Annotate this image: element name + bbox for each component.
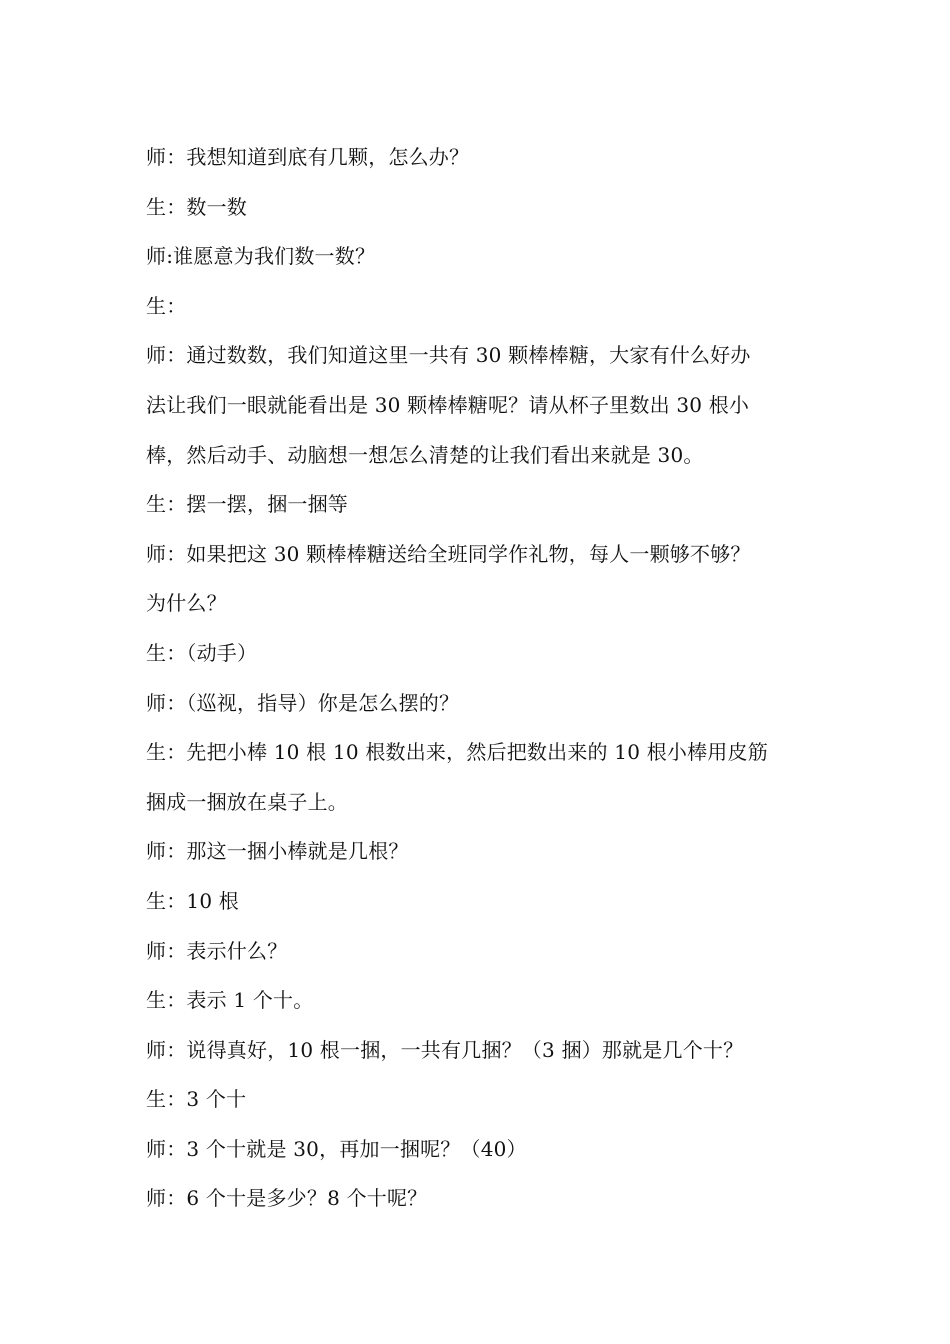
text-line: 生：3 个十 bbox=[146, 1087, 247, 1112]
text-line: 生：摆一摆，捆一捆等 bbox=[146, 492, 348, 517]
text-line: 生：（动手） bbox=[146, 640, 258, 665]
text-line: 生： bbox=[146, 293, 187, 318]
text-line: 生：10 根 bbox=[146, 888, 240, 913]
text-line: 师:谁愿意为我们数一数？ bbox=[146, 244, 376, 269]
text-line: 师：如果把这 30 颗棒棒糖送给全班同学作礼物，每人一颗够不够？ bbox=[146, 541, 751, 566]
text-line: 捆成一捆放在桌子上。 bbox=[146, 789, 348, 814]
text-line: 生：先把小棒 10 根 10 根数出来，然后把数出来的 10 根小棒用皮筋 bbox=[146, 740, 768, 765]
text-line: 师：那这一捆小棒就是几根？ bbox=[146, 839, 409, 864]
text-line: 法让我们一眼就能看出是 30 颗棒棒糖呢？请从杯子里数出 30 根小 bbox=[146, 392, 750, 417]
document-body bbox=[146, 133, 812, 1224]
text-line: 师：说得真好，10 根一捆，一共有几捆？（3 捆）那就是几个十？ bbox=[146, 1037, 744, 1062]
text-line: 生：数一数 bbox=[146, 194, 247, 219]
text-line: 师：表示什么？ bbox=[146, 938, 288, 963]
text-line: 师：通过数数，我们知道这里一共有 30 颗棒棒糖，大家有什么好办 bbox=[146, 343, 751, 368]
text-line: 师：（巡视，指导）你是怎么摆的？ bbox=[146, 690, 460, 715]
text-line: 生：表示 1 个十。 bbox=[146, 988, 314, 1013]
text-line: 师：6 个十是多少？8 个十呢？ bbox=[146, 1186, 428, 1211]
text-line: 为什么？ bbox=[146, 591, 227, 616]
text-line: 师：3 个十就是 30，再加一捆呢？（40） bbox=[146, 1136, 527, 1161]
text-line: 师：我想知道到底有几颗，怎么办？ bbox=[146, 145, 470, 169]
text-line: 棒，然后动手、动脑想一想怎么清楚的让我们看出来就是 30。 bbox=[146, 442, 704, 467]
